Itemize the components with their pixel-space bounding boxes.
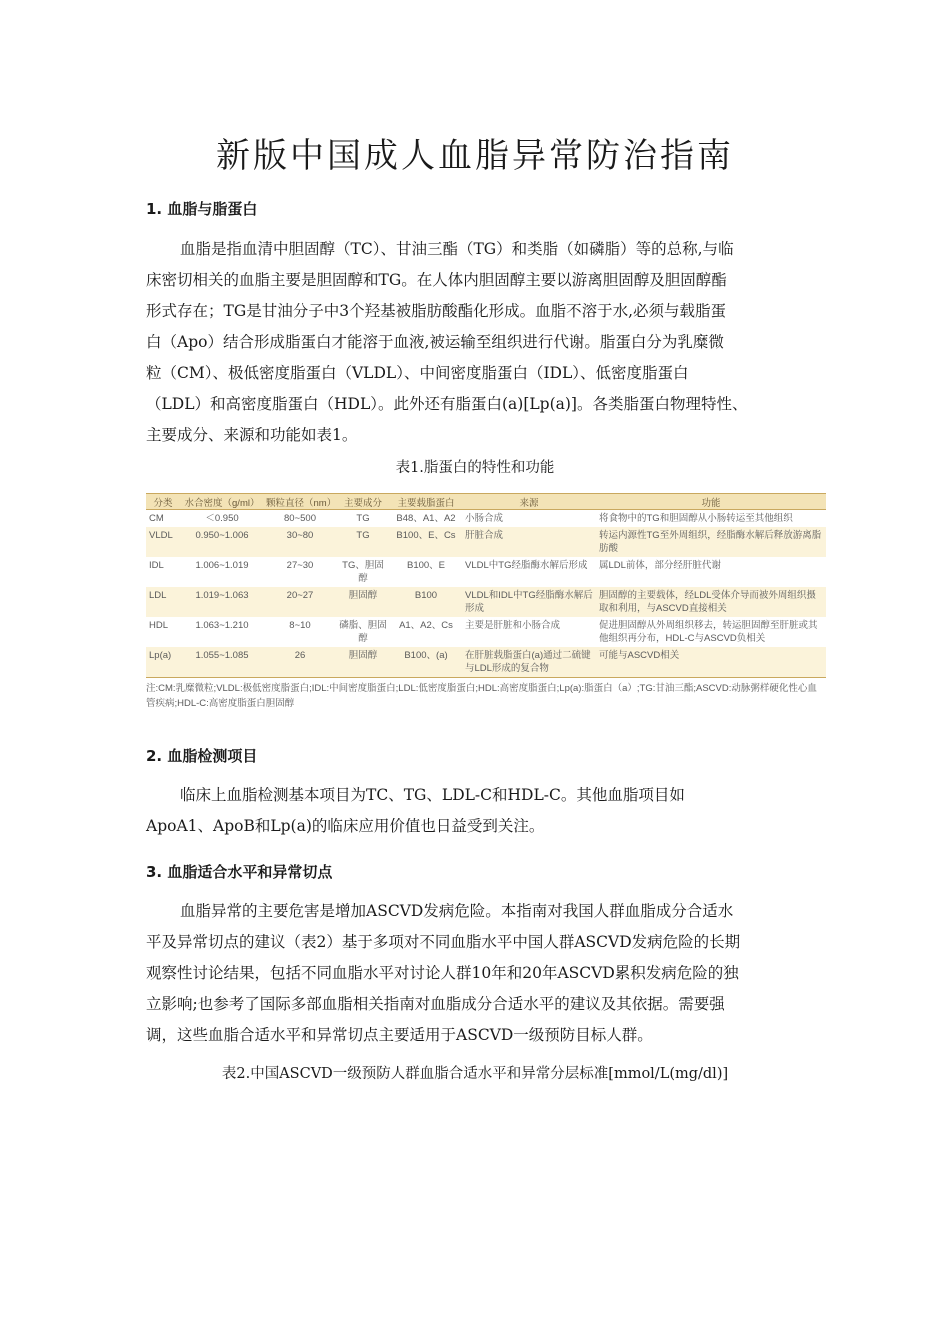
table-cell: ＜0.950 — [205, 513, 239, 524]
table-cell: IDL — [149, 560, 164, 571]
table-header-row — [146, 494, 826, 510]
table-2-caption: 表2.中国ASCVD一级预防人群血脂合适水平和异常分层标准[mmol/L(mg/dl)] — [221, 1066, 729, 1082]
section-1-heading: 1. 血脂与脂蛋白 — [146, 200, 258, 218]
table-cell: 80~500 — [284, 513, 316, 524]
paragraph-line: （LDL）和高密度脂蛋白（HDL）。此外还有脂蛋白(a)[Lp(a)]。各类脂蛋白物理特性、 — [146, 395, 748, 413]
table-cell: 将食物中的TG和胆固醇从小肠转运至其他组织 — [599, 513, 793, 524]
table-cell: B48、A1、A2 — [396, 513, 456, 524]
paragraph-line: ApoA1、ApoB和Lp(a)的临床应用价值也日益受到关注。 — [146, 817, 545, 835]
lipoprotein-table — [146, 493, 826, 678]
table-header-cell: 分类 — [146, 494, 180, 510]
table-cell: 1.019~1.063 — [180, 587, 264, 617]
table-cell: 磷脂、胆固醇 — [339, 620, 387, 644]
table-cell: 胆固醇 — [336, 647, 390, 678]
table-header-cell: 主要成分 — [336, 494, 390, 510]
document-title: 新版中国成人血脂异常防治指南 — [216, 136, 734, 176]
table-cell: VLDL和IDL中TG经脂酶水解后形成 — [462, 587, 596, 617]
paragraph-line: 血脂是指血清中胆固醇（TC）、甘油三酯（TG）和类脂（如磷脂）等的总称,与临 — [180, 240, 734, 258]
table-row — [146, 510, 826, 528]
table-cell: 1.006~1.019 — [195, 560, 249, 571]
table-header-cell: 颗粒直径（nm） — [264, 494, 336, 510]
table-cell: 20~27 — [264, 587, 336, 617]
table-cell: 胆固醇 — [336, 587, 390, 617]
paragraph-line: 粒（CM）、极低密度脂蛋白（VLDL）、中间密度脂蛋白（IDL）、低密度脂蛋白 — [146, 364, 689, 382]
table-header-cell: 主要载脂蛋白 — [390, 494, 462, 510]
table-cell: 小肠合成 — [465, 513, 504, 524]
table-cell: 促进胆固醇从外周组织移去，转运胆固醇至肝脏或其他组织再分布，HDL-C与ASCVD负相关 — [599, 620, 818, 644]
table-cell: 1.055~1.085 — [180, 647, 264, 678]
table-cell: B100、E、Cs — [390, 527, 462, 557]
paragraph-line: 主要成分、来源和功能如表1。 — [146, 426, 358, 444]
table-row — [146, 527, 826, 557]
table-header-cell: 水合密度（g/ml） — [180, 494, 264, 510]
paragraph-line: 床密切相关的血脂主要是胆固醇和TG。在人体内胆固醇主要以游离胆固醇及胆固醇酯 — [146, 271, 727, 289]
table-cell: 1.063~1.210 — [195, 620, 249, 631]
table-cell: 30~80 — [264, 527, 336, 557]
section-2-heading: 2. 血脂检测项目 — [146, 747, 258, 765]
table-row — [146, 587, 826, 617]
table-cell: B100 — [390, 587, 462, 617]
table-cell: 肝脏合成 — [462, 527, 596, 557]
table-1-caption: 表1.脂蛋白的特性和功能 — [395, 460, 555, 476]
section-3-paragraph — [146, 896, 821, 1051]
table-row — [146, 617, 826, 647]
paragraph-line: 形式存在；TG是甘油分子中3个羟基被脂肪酸酯化形成。血脂不溶于水,必须与载脂蛋 — [146, 302, 727, 320]
table-cell: 26 — [264, 647, 336, 678]
section-3-heading: 3. 血脂适合水平和异常切点 — [146, 863, 333, 881]
table-cell: 主要是肝脏和小肠合成 — [465, 620, 561, 631]
paragraph-line: 观察性讨论结果，包括不同血脂水平对讨论人群10年和20年ASCVD累积发病危险的独 — [146, 964, 739, 982]
table-cell: B100、(a) — [390, 647, 462, 678]
table-cell: 属LDL前体，部分经肝脏代谢 — [599, 560, 721, 571]
table-cell: TG、胆固醇 — [342, 560, 384, 584]
paragraph-line: 平及异常切点的建议（表2）基于多项对不同血脂水平中国人群ASCVD发病危险的长期 — [146, 933, 741, 951]
table-row — [146, 647, 826, 678]
paragraph-line: 立影响;也参考了国际多部血脂相关指南对血脂成分合适水平的建议及其依据。需要强 — [146, 995, 725, 1013]
table-cell: TG — [356, 513, 370, 524]
section-2-paragraph — [146, 780, 821, 842]
table-cell: 8~10 — [289, 620, 311, 631]
table-cell: 27~30 — [286, 560, 314, 571]
table-cell: LDL — [146, 587, 180, 617]
table-cell: VLDL — [146, 527, 180, 557]
table-1-note: 注:CM:乳糜微粒;VLDL:极低密度脂蛋白;IDL:中间密度脂蛋白;LDL:低密度脂蛋白;HDL:高密度脂蛋白;Lp(a):脂蛋白（a）;TG:甘油三酯;ASCVD:动脉粥样硬化性心血管疾病;HDL-C:高密度脂蛋白胆固醇 — [146, 683, 817, 709]
table-header-cell: 来源 — [462, 494, 596, 510]
paragraph-line: 临床上血脂检测基本项目为TC、TG、LDL-C和HDL-C。其他血脂项目如 — [180, 786, 685, 804]
table-cell: 在肝脏载脂蛋白(a)通过二硫键与LDL形成的复合物 — [462, 647, 596, 678]
table-cell: 0.950~1.006 — [180, 527, 264, 557]
paragraph-line: 调，这些血脂合适水平和异常切点主要适用于ASCVD一级预防目标人群。 — [146, 1026, 653, 1044]
paragraph-line: 白（Apo）结合形成脂蛋白才能溶于血液,被运输至组织进行代谢。脂蛋白分为乳糜微 — [146, 333, 724, 351]
table-cell: 转运内源性TG至外周组织，经脂酶水解后释放游离脂肪酸 — [596, 527, 826, 557]
table-cell: TG — [336, 527, 390, 557]
table-header-cell: 功能 — [596, 494, 826, 510]
table-cell: 胆固醇的主要载体，经LDL受体介导而被外周组织摄取和利用，与ASCVD直接相关 — [596, 587, 826, 617]
paragraph-line: 血脂异常的主要危害是增加ASCVD发病危险。本指南对我国人群血脂成分合适水 — [180, 902, 734, 920]
table-cell: Lp(a) — [146, 647, 180, 678]
table-cell: B100、E — [406, 560, 446, 571]
table-1 — [146, 493, 826, 711]
table-cell: HDL — [149, 620, 169, 631]
table-cell: CM — [149, 513, 164, 524]
table-row — [146, 557, 826, 587]
section-1-paragraph — [146, 234, 821, 451]
table-cell: 可能与ASCVD相关 — [596, 647, 826, 678]
table-cell: A1、A2、Cs — [399, 620, 453, 631]
table-cell: VLDL中TG经脂酶水解后形成 — [465, 560, 588, 571]
